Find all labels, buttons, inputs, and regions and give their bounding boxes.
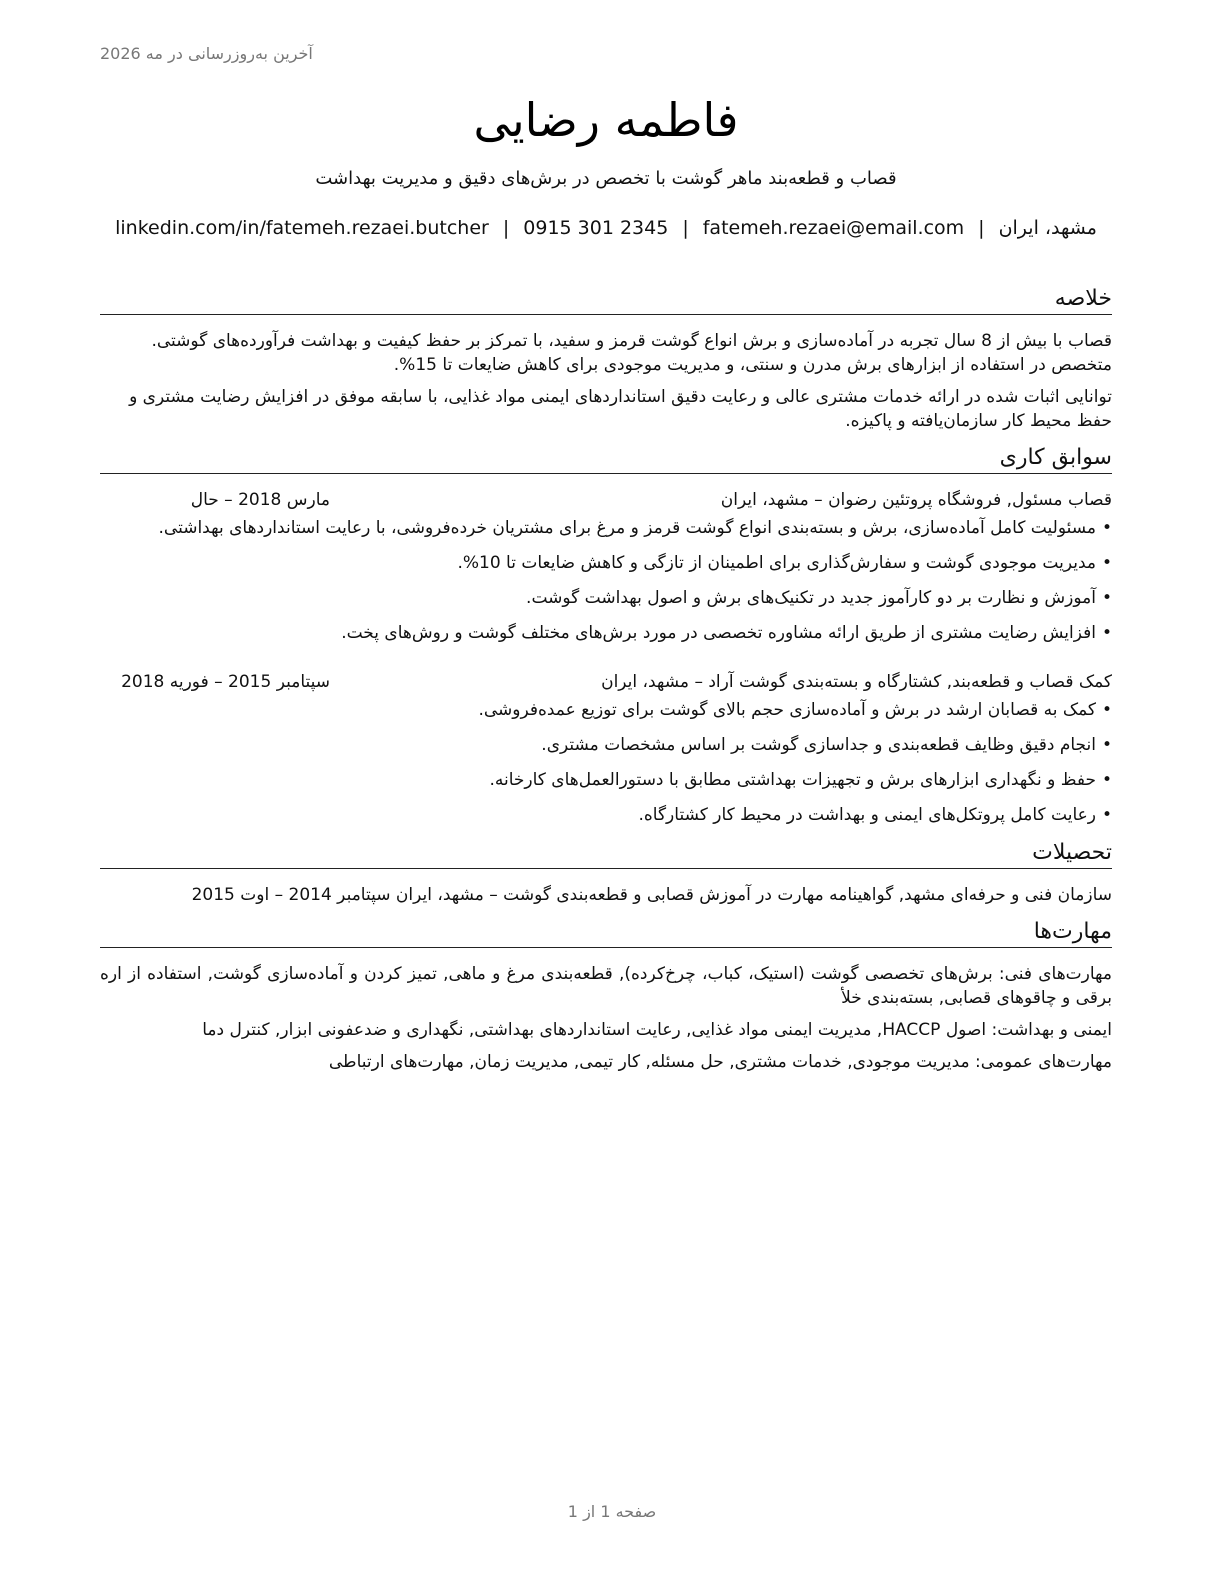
section-heading-skills: مهارت‌ها bbox=[100, 917, 1112, 948]
professional-title: قصاب و قطعه‌بند ماهر گوشت با تخصص در برش‌های دقیق و مدیریت بهداشت bbox=[315, 168, 897, 189]
job-entry bbox=[100, 488, 1112, 645]
contact-separator: | bbox=[682, 217, 689, 239]
education-entry: سازمان فنی و حرفه‌ای مشهد, گواهینامه مهارت در آموزش قصابی و قطعه‌بندی گوشت – مشهد، ایران سپتامبر 2014 – اوت 2015 bbox=[191, 885, 1112, 905]
job-header bbox=[100, 488, 1112, 512]
job-dates: مارس 2018 – حال bbox=[190, 490, 330, 510]
job-bullet: • آموزش و نظارت بر دو کارآموز جدید در تکنیک‌های برش و اصول بهداشت گوشت. bbox=[100, 586, 1112, 610]
page-number-footer: صفحه 1 از 1 bbox=[567, 1502, 657, 1521]
summary-paragraph: قصاب با بیش از 8 سال تجربه در آماده‌سازی و برش انواع گوشت قرمز و سفید، با تمرکز بر حفظ کیفیت و بهداشت فرآورده‌های گوشتی. متخصص در استفاده از ابزارهای برش مدرن و سنتی، و مدیریت موجودی برای کاهش ضایعات تا 15%. bbox=[151, 331, 1112, 375]
skills-section bbox=[100, 917, 1112, 1074]
job-header bbox=[100, 670, 1112, 694]
job-spacer bbox=[100, 656, 1112, 668]
job-bullet: • رعایت کامل پروتکل‌های ایمنی و بهداشت در محیط کار کشتارگاه. bbox=[100, 803, 1112, 827]
job-bullet: • حفظ و نگهداری ابزارهای برش و تجهیزات بهداشتی مطابق با دستورالعمل‌های کارخانه. bbox=[100, 768, 1112, 792]
section-heading-education: تحصیلات bbox=[100, 838, 1112, 869]
job-bullet: • کمک به قصابان ارشد در برش و آماده‌سازی حجم بالای گوشت برای توزیع عمده‌فروشی. bbox=[100, 698, 1112, 722]
job-bullet: • انجام دقیق وظایف قطعه‌بندی و جداسازی گوشت بر اساس مشخصات مشتری. bbox=[100, 733, 1112, 757]
education-section bbox=[100, 838, 1112, 907]
resume-body bbox=[100, 274, 1112, 1082]
contact-location: مشهد، ایران bbox=[998, 217, 1097, 239]
job-title-line: قصاب مسئول, فروشگاه پروتئین رضوان – مشهد، ایران bbox=[720, 490, 1112, 510]
skills-line-general: مهارت‌های عمومی: مدیریت موجودی, خدمات مشتری, حل مسئله, کار تیمی, مدیریت زمان, مهارت‌های ارتباطی bbox=[328, 1052, 1112, 1072]
contact-phone[interactable]: 0915 301 2345 bbox=[523, 217, 669, 239]
job-bullet: • مدیریت موجودی گوشت و سفارش‌گذاری برای اطمینان از تازگی و کاهش ضایعات تا 10%. bbox=[100, 551, 1112, 575]
job-bullet: • افزایش رضایت مشتری از طریق ارائه مشاوره تخصصی در مورد برش‌های مختلف گوشت و روش‌های پخت. bbox=[100, 621, 1112, 645]
contact-email[interactable]: fatemeh.rezaei@email.com bbox=[702, 217, 965, 239]
last-updated-note: آخرین به‌روزرسانی در مه 2026 bbox=[100, 44, 313, 63]
resume-header bbox=[100, 88, 1112, 242]
skills-line-safety: ایمنی و بهداشت: اصول HACCP, مدیریت ایمنی مواد غذایی, رعایت استانداردهای بهداشتی, نگهداری و ضدعفونی ابزار, کنترل دما bbox=[202, 1020, 1112, 1040]
experience-section bbox=[100, 443, 1112, 827]
job-bullet: • مسئولیت کامل آماده‌سازی، برش و بسته‌بندی انواع گوشت قرمز و مرغ برای مشتریان خرده‌فروشی، با رعایت استانداردهای بهداشتی. bbox=[100, 516, 1112, 540]
section-heading-summary: خلاصه bbox=[100, 284, 1112, 315]
contact-separator: | bbox=[502, 217, 510, 239]
contact-separator: | bbox=[978, 217, 985, 239]
summary-paragraph: توانایی اثبات شده در ارائه خدمات مشتری عالی و رعایت دقیق استانداردهای ایمنی مواد غذایی، با سابقه موفق در افزایش رضایت مشتری و حفظ محیط کار سازمان‌یافته و پاکیزه. bbox=[129, 387, 1112, 431]
section-heading-experience: سوابق کاری bbox=[100, 443, 1112, 474]
job-bullets bbox=[100, 698, 1112, 827]
job-dates: سپتامبر 2015 – فوریه 2018 bbox=[121, 672, 330, 692]
job-bullets bbox=[100, 516, 1112, 645]
summary-section bbox=[100, 284, 1112, 433]
person-name: فاطمه رضایی bbox=[473, 93, 739, 147]
job-title-line: کمک قصاب و قطعه‌بند, کشتارگاه و بسته‌بندی گوشت آراد – مشهد، ایران bbox=[601, 672, 1112, 692]
contact-linkedin[interactable]: linkedin.com/in/fatemeh.rezaei.butcher bbox=[115, 217, 489, 239]
skills-line-technical: مهارت‌های فنی: برش‌های تخصصی گوشت (استیک، کباب، چرخ‌کرده), قطعه‌بندی مرغ و ماهی, تمیز کردن و آماده‌سازی گوشت, استفاده از اره برقی و چاقوهای قصابی, بسته‌بندی خلأ bbox=[100, 964, 1112, 1008]
contact-line bbox=[100, 214, 1112, 242]
job-entry bbox=[100, 670, 1112, 827]
